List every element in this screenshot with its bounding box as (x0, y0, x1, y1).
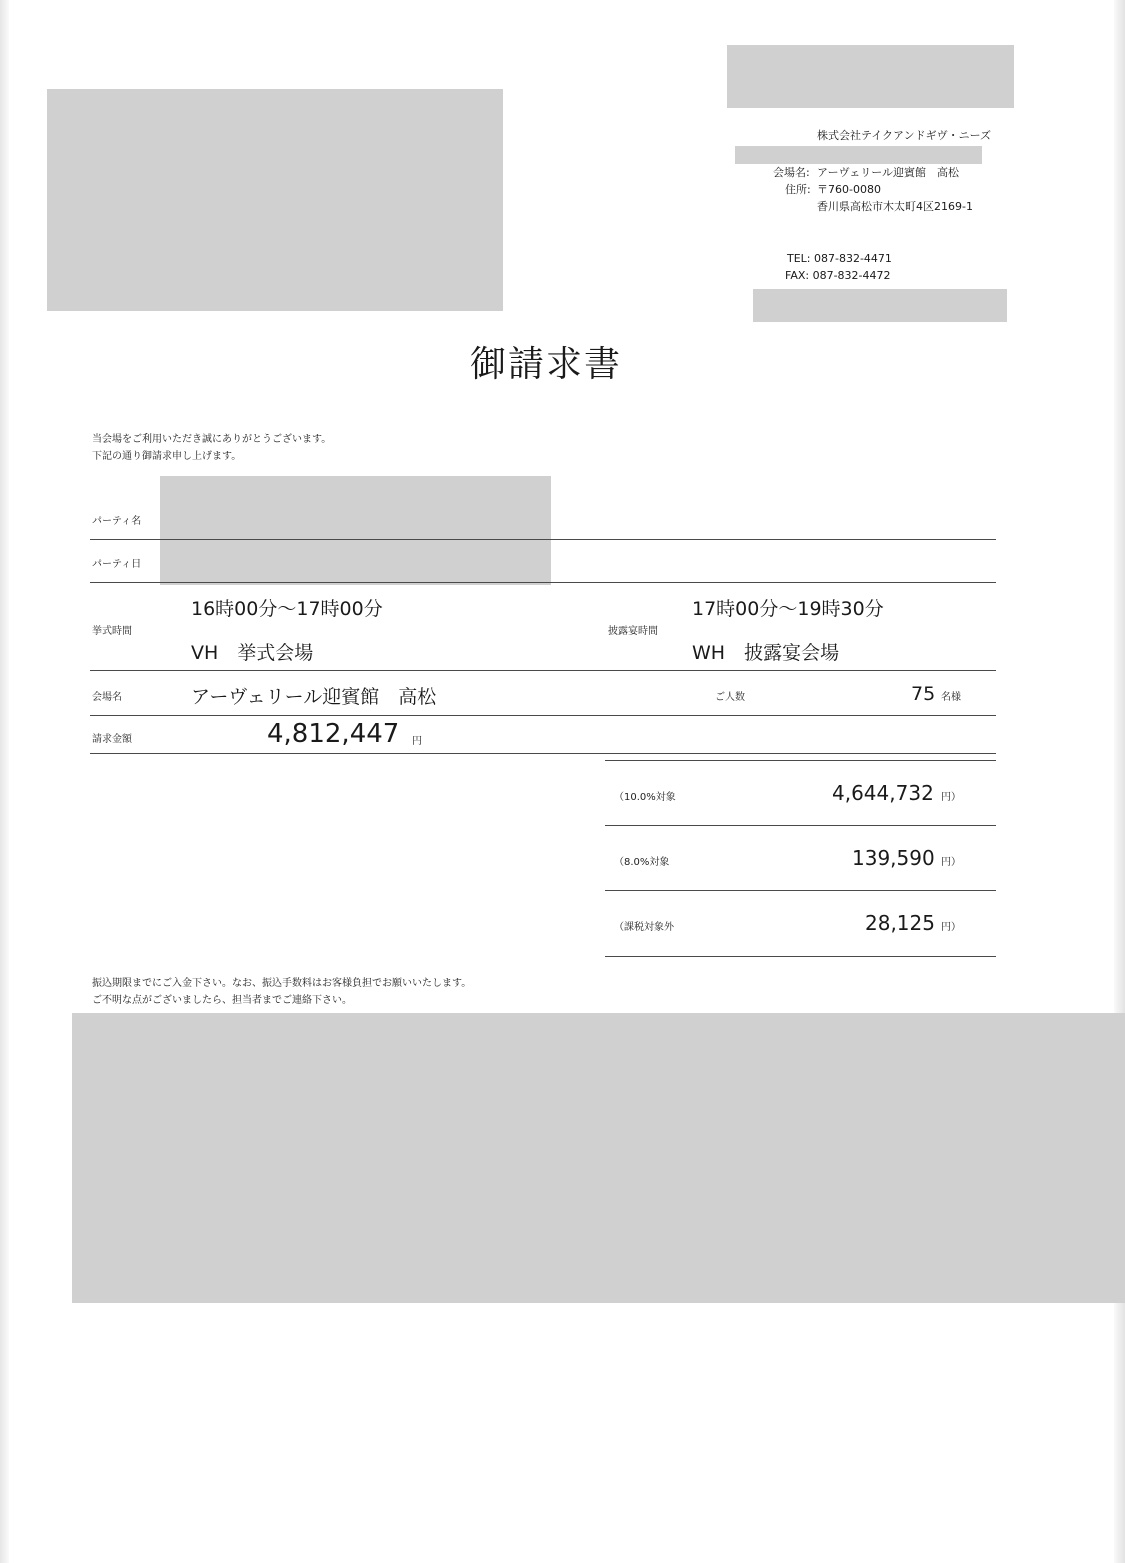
party-date-label: パーティ日 (92, 559, 142, 570)
divider (605, 760, 996, 761)
divider (605, 956, 996, 957)
reception-time-label: 披露宴時間 (608, 626, 658, 637)
footer-note-1: 振込期限までにご入金下さい。なお、振込手数料はお客様負担でお願いいたします。 (92, 978, 472, 989)
tax-value: 4,644,732 (832, 781, 934, 805)
amount-unit: 円 (412, 736, 422, 747)
divider (90, 753, 996, 754)
divider (90, 582, 996, 583)
divider (90, 715, 996, 716)
amount-label: 請求金額 (92, 734, 132, 745)
guests-count: 75 (911, 683, 936, 705)
company-name: 株式会社テイクアンドギヴ・ニーズ (817, 129, 992, 142)
tax-value: 28,125 (865, 911, 935, 935)
company-venue-label: 会場名: (773, 166, 810, 179)
tax-label: （10.0%対象 (614, 792, 676, 803)
company-fax: FAX: 087-832-4472 (785, 269, 891, 282)
company-venue-value: アーヴェリール迎賓館 高松 (817, 166, 960, 179)
divider (605, 890, 996, 891)
redacted-party-info (160, 476, 551, 585)
tax-label: （8.0%対象 (614, 857, 670, 868)
venue-label: 会場名 (92, 692, 122, 703)
company-address-label: 住所: (785, 183, 811, 196)
divider (90, 670, 996, 671)
reception-time: 17時00分～19時30分 (692, 598, 884, 620)
company-address: 香川県高松市木太町4区2169-1 (817, 200, 973, 213)
redacted-recipient-block (47, 89, 503, 311)
redacted-logo-block (727, 45, 1014, 108)
tax-unit: 円） (941, 922, 961, 933)
amount-value: 4,812,447 (267, 719, 400, 749)
document-title: 御請求書 (470, 344, 623, 385)
redacted-sender-line (735, 146, 982, 164)
party-name-label: パーティ名 (92, 516, 142, 527)
tax-unit: 円） (941, 857, 961, 868)
ceremony-place: VH 挙式会場 (191, 642, 314, 664)
greeting-line-1: 当会場をご利用いただき誠にありがとうございます。 (92, 434, 332, 445)
tax-label: （課税対象外 (614, 922, 674, 933)
venue-value: アーヴェリール迎賓館 高松 (191, 686, 437, 708)
ceremony-time: 16時00分～17時00分 (191, 598, 383, 620)
greeting-line-2: 下記の通り御請求申し上げます。 (92, 451, 242, 462)
page-shadow-right (1114, 0, 1125, 1563)
company-postal: 〒760-0080 (817, 183, 881, 196)
redacted-bank-info (72, 1013, 1125, 1303)
tax-unit: 円） (941, 792, 961, 803)
divider (605, 825, 996, 826)
tax-value: 139,590 (852, 846, 935, 870)
footer-note-2: ご不明な点がございましたら、担当者までご連絡下さい。 (92, 995, 352, 1006)
ceremony-time-label: 挙式時間 (92, 626, 132, 637)
guests-unit: 名様 (941, 692, 961, 703)
company-tel: TEL: 087-832-4471 (787, 252, 892, 265)
page-shadow-left (0, 0, 9, 1563)
reception-place: WH 披露宴会場 (692, 642, 840, 664)
guests-label: ご人数 (715, 692, 745, 703)
redacted-contact-line (753, 289, 1007, 322)
divider (90, 539, 996, 540)
